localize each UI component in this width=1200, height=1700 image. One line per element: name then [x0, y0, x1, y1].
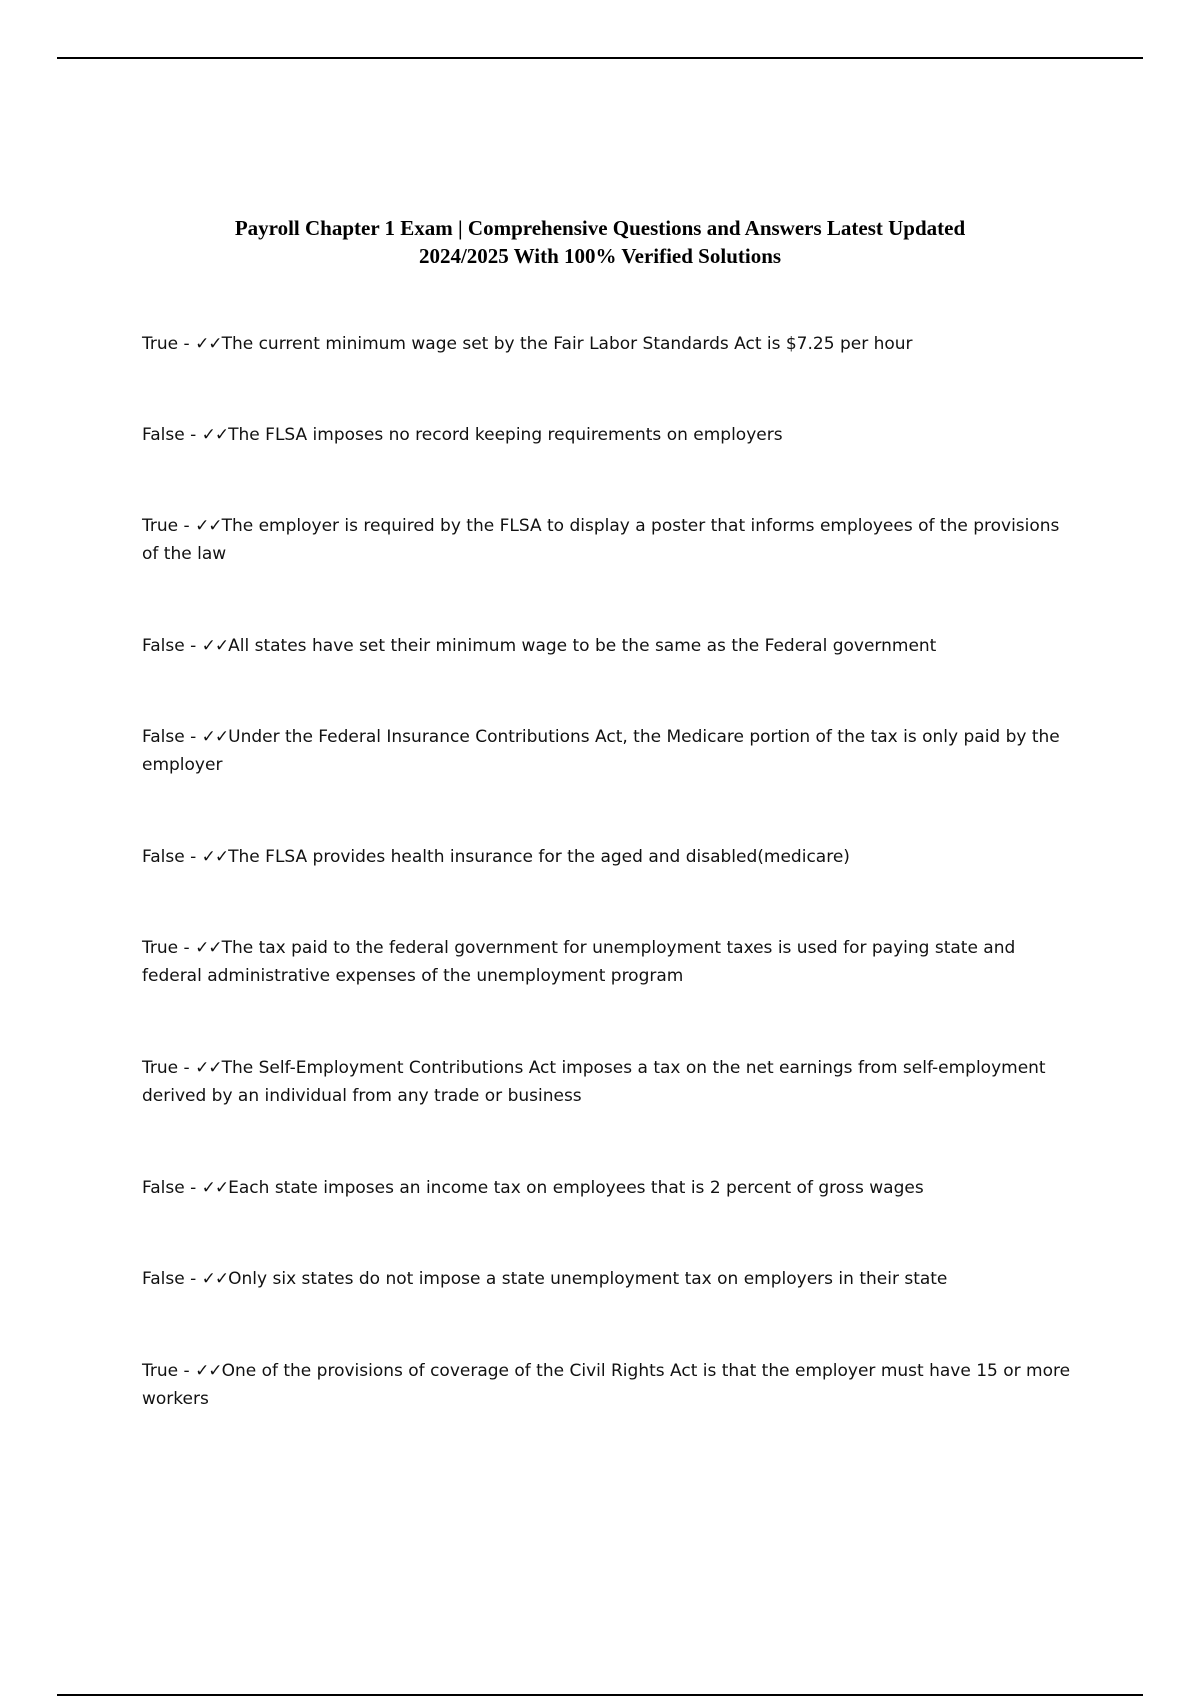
document-title [130, 214, 1070, 270]
qa-item [142, 512, 1072, 568]
answer-label: True [142, 334, 179, 354]
answer-label: False [142, 727, 185, 747]
check-icon: ✓✓ [195, 516, 222, 536]
separator: - [178, 334, 196, 354]
check-icon: ✓✓ [201, 847, 229, 867]
qa-item [142, 1357, 1076, 1413]
answer-label: True [142, 516, 179, 536]
statement-text: The FLSA provides health insurance for the aged and disabled(medicare) [228, 847, 850, 867]
separator: - [184, 636, 202, 656]
answer-label: True [142, 938, 179, 958]
statement-text: The current minimum wage set by the Fair Labor Standards Act is $7.25 per hour [221, 334, 913, 354]
top-rule [57, 57, 1143, 59]
check-icon: ✓✓ [195, 1361, 222, 1381]
check-icon: ✓✓ [201, 1269, 229, 1289]
check-icon: ✓✓ [195, 334, 222, 354]
answer-label: False [142, 636, 185, 656]
separator: - [178, 1058, 196, 1078]
statement-text: The tax paid to the federal government for unemployment taxes is used for paying state and federal administrative expenses of the unemployment program [142, 938, 1021, 986]
separator: - [184, 727, 202, 747]
separator: - [184, 1178, 202, 1198]
qa-item [142, 723, 1072, 779]
qa-item [142, 1174, 1072, 1202]
check-icon: ✓✓ [195, 1058, 222, 1078]
statement-text: All states have set their minimum wage to be the same as the Federal government [228, 636, 937, 656]
answer-label: False [142, 847, 185, 867]
statement-text: Only six states do not impose a state unemployment tax on employers in their state [228, 1269, 948, 1289]
statement-text: Each state imposes an income tax on employees that is 2 percent of gross wages [228, 1178, 924, 1198]
check-icon: ✓✓ [201, 727, 229, 747]
answer-label: True [142, 1058, 179, 1078]
qa-item [142, 1265, 1072, 1293]
statement-text: The FLSA imposes no record keeping requirements on employers [228, 425, 783, 445]
title-line-2: 2024/2025 With 100% Verified Solutions [418, 244, 782, 268]
separator: - [178, 938, 196, 958]
answer-label: False [142, 1269, 185, 1289]
check-icon: ✓✓ [201, 636, 229, 656]
qa-item [142, 843, 1072, 871]
answer-label: True [142, 1361, 179, 1381]
qa-item [142, 934, 1072, 990]
separator: - [184, 847, 202, 867]
title-line-1: Payroll Chapter 1 Exam | Comprehensive Questions and Answers Latest Updated [234, 216, 966, 240]
check-icon: ✓✓ [201, 1178, 229, 1198]
qa-item [142, 421, 1072, 449]
separator: - [184, 1269, 202, 1289]
statement-text: One of the provisions of coverage of the Civil Rights Act is that the employer must have 15 or more workers [142, 1361, 1076, 1409]
statement-text: Under the Federal Insurance Contributions Act, the Medicare portion of the tax is only paid by the employer [142, 727, 1066, 775]
bottom-rule [57, 1694, 1143, 1696]
check-icon: ✓✓ [195, 938, 222, 958]
answer-label: False [142, 425, 185, 445]
answer-label: False [142, 1178, 185, 1198]
statement-text: The employer is required by the FLSA to display a poster that informs employees of the provisions of the law [142, 516, 1065, 564]
qa-item [142, 1054, 1072, 1110]
statement-text: The Self-Employment Contributions Act imposes a tax on the net earnings from self-employment derived by an individual from any trade or business [142, 1058, 1051, 1106]
qa-item [142, 632, 1072, 660]
separator: - [178, 1361, 196, 1381]
check-icon: ✓✓ [201, 425, 229, 445]
separator: - [178, 516, 196, 536]
qa-item [142, 330, 1072, 358]
separator: - [184, 425, 202, 445]
